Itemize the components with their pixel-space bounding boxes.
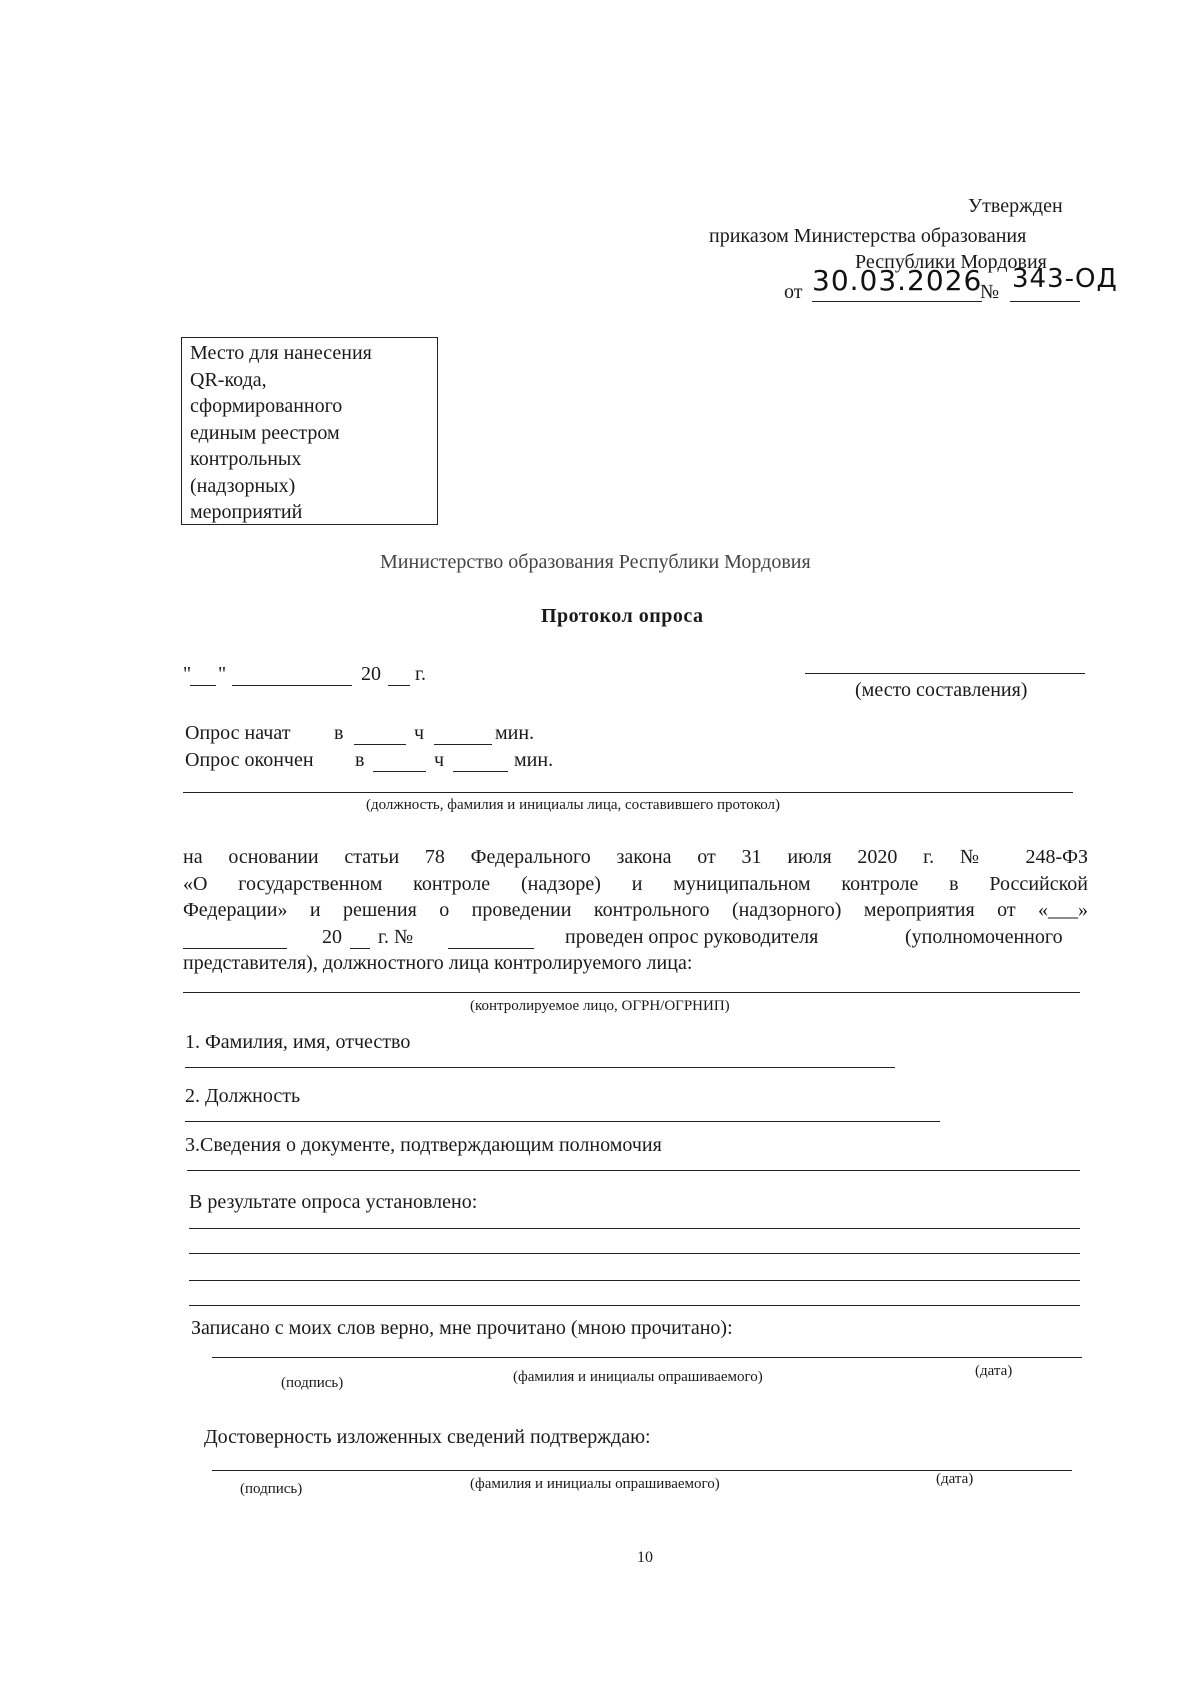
basis-line-4-end: (уполномоченного	[905, 926, 1063, 948]
sig1-name-caption: (фамилия и инициалы опрашиваемого)	[513, 1369, 763, 1385]
approval-from-label: от	[784, 281, 803, 303]
place-line	[805, 673, 1085, 674]
ministry-name: Министерство образования Республики Мордовия	[380, 551, 811, 573]
approval-number-sign: №	[980, 281, 1000, 303]
number-underline	[1010, 301, 1080, 302]
basis-line-4: проведен опрос руководителя	[565, 926, 819, 948]
basis-line-2: «О государственном контроле (надзоре) и муниципальном контроле в Российской	[183, 873, 1088, 895]
basis-line-5: представителя), должностного лица контролируемого лица:	[183, 952, 693, 974]
field-document: 3.Сведения о документе, подтверждающим полномочия	[185, 1134, 662, 1156]
field-position: 2. Должность	[185, 1085, 301, 1107]
start-label: Опрос начат	[185, 722, 291, 744]
date-quote-open: "	[183, 663, 192, 685]
document-title: Протокол опроса	[541, 605, 704, 627]
result-line-4	[189, 1305, 1080, 1306]
basis-line-3: Федерации» и решения о проведении контрольного (надзорного) мероприятия от «___»	[183, 899, 1088, 921]
end-label: Опрос окончен	[185, 749, 314, 771]
year-suffix: г.	[415, 663, 426, 685]
end-hours-blank	[373, 771, 426, 772]
result-line-2	[189, 1253, 1080, 1254]
controlled-line	[183, 992, 1080, 993]
start-hours-blank	[354, 744, 406, 745]
compiler-line	[183, 792, 1073, 793]
month-blank	[232, 685, 352, 686]
controlled-caption: (контролируемое лицо, ОГРН/ОГРНИП)	[470, 998, 730, 1014]
year-prefix: 20	[361, 663, 381, 685]
field-fio: 1. Фамилия, имя, отчество	[185, 1031, 411, 1053]
sig1-signature-caption: (подпись)	[281, 1375, 344, 1391]
compiler-caption: (должность, фамилия и инициалы лица, составившего протокол)	[366, 797, 781, 813]
approval-region: Республики Мордовия	[855, 251, 1047, 273]
approval-order: приказом Министерства образования	[709, 225, 1027, 247]
qr-line: сформированного	[190, 395, 343, 417]
start-minutes-blank	[434, 744, 492, 745]
start-minutes-label: мин.	[495, 722, 535, 744]
start-hours-label: ч	[414, 722, 425, 744]
result-line-1	[189, 1228, 1080, 1229]
handwritten-number: 343-ОД	[1012, 264, 1118, 294]
recorded-label: Записано с моих слов верно, мне прочитано (мною прочитано):	[191, 1317, 733, 1339]
qr-line: контрольных	[190, 448, 302, 470]
date-underline	[812, 301, 982, 302]
basis-number-label: г. №	[378, 926, 414, 948]
sig2-date-caption: (дата)	[936, 1471, 974, 1487]
field-fio-line	[185, 1067, 895, 1068]
qr-line: единым реестром	[190, 421, 340, 444]
year-blank	[388, 685, 410, 686]
basis-month-blank	[183, 948, 287, 949]
qr-code-placeholder	[181, 337, 438, 525]
result-line-3	[189, 1280, 1080, 1281]
sig1-date-caption: (дата)	[975, 1363, 1013, 1379]
sig2-signature-caption: (подпись)	[240, 1481, 303, 1497]
page-number: 10	[637, 1549, 653, 1566]
end-minutes-label: мин.	[514, 749, 554, 771]
field-position-line	[185, 1121, 940, 1122]
basis-line-1: на основании статьи 78 Федерального закона от 31 июля 2020 г. № 248-ФЗ	[183, 846, 1088, 868]
start-at: в	[334, 722, 344, 744]
basis-year-blank	[350, 948, 370, 949]
qr-line: QR-кода,	[190, 368, 267, 391]
place-caption: (место составления)	[855, 679, 1028, 701]
sig2-name-caption: (фамилия и инициалы опрашиваемого)	[470, 1476, 720, 1492]
day-blank	[190, 685, 216, 686]
date-quote-close: "	[218, 663, 227, 685]
qr-line: Место для нанесения	[190, 342, 372, 364]
basis-number-blank	[448, 948, 534, 949]
result-label: В результате опроса установлено:	[189, 1191, 478, 1213]
qr-line: мероприятий	[190, 501, 303, 523]
basis-year-prefix: 20	[322, 926, 342, 948]
end-at: в	[355, 749, 365, 771]
approval-title: Утвержден	[968, 195, 1063, 217]
end-hours-label: ч	[434, 749, 445, 771]
handwritten-date: 30.03.2026	[812, 264, 983, 297]
end-minutes-blank	[453, 771, 508, 772]
qr-line: (надзорных)	[190, 474, 296, 497]
field-document-line	[187, 1170, 1080, 1171]
sig1-line	[212, 1357, 1082, 1358]
confirm-label: Достоверность изложенных сведений подтверждаю:	[204, 1426, 651, 1448]
